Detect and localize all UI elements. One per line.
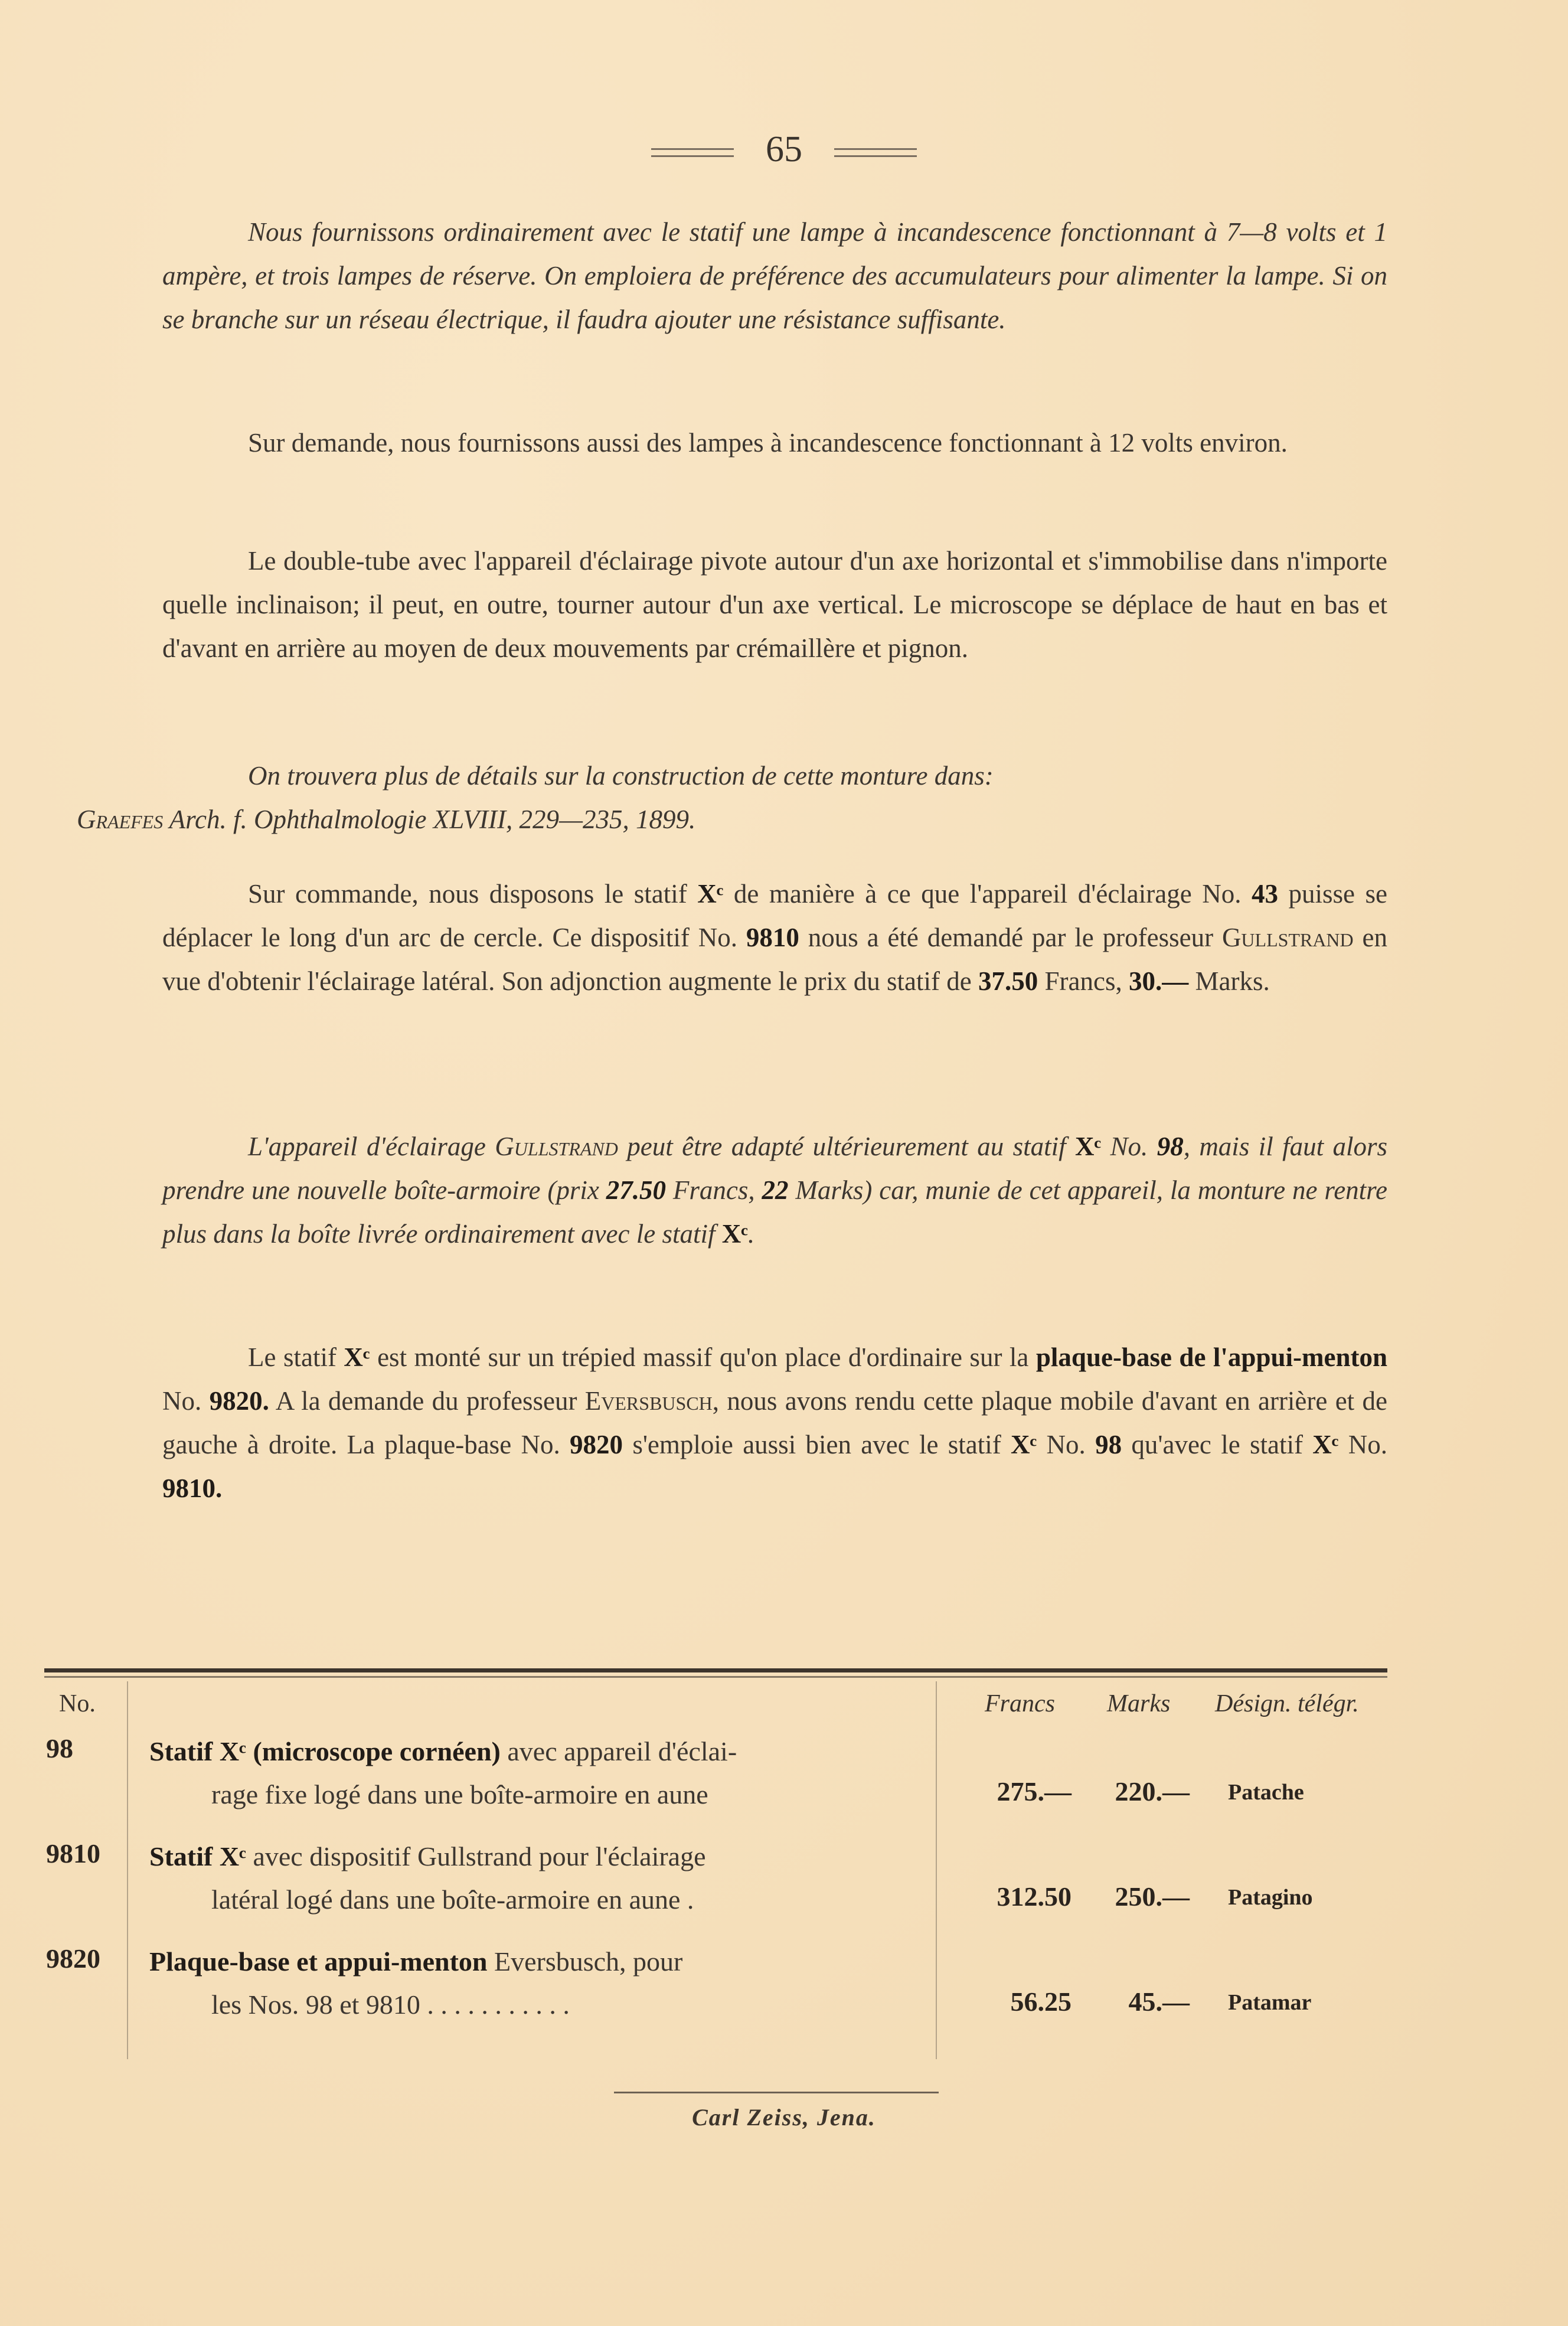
item-number: 43 (1251, 879, 1278, 909)
text: nous a été demandé par le professeur (799, 923, 1222, 952)
telegram-code: Patache (1228, 1780, 1304, 1805)
header-francs: Francs (985, 1690, 1055, 1717)
telegram-code: Patagino (1228, 1885, 1313, 1910)
header-telegram: Désign. télégr. (1215, 1690, 1359, 1717)
price-marks: 45.— (1128, 1987, 1190, 2017)
reference-citation: Arch. f. Ophthalmologie XLVIII, 229—235, 1899. (163, 805, 696, 834)
row-number: 9820 (46, 1943, 100, 1974)
model-xc: Xᶜ (1011, 1430, 1037, 1459)
price-francs: 37.50 (978, 966, 1038, 996)
paragraph-text (162, 1125, 1387, 1256)
price-francs: 27.50 (606, 1175, 666, 1205)
row-desc-line1: avec dispositif Gullstrand pour l'éclairage (246, 1841, 706, 1871)
text: No. (1101, 1132, 1157, 1161)
text: L'appareil d'éclairage (248, 1132, 495, 1161)
text: No. (1338, 1430, 1387, 1459)
paragraph-double-tube (162, 539, 1387, 670)
paragraph-text (77, 754, 1387, 841)
table-column-divider (936, 1681, 937, 2059)
text: s'emploie aussi bien avec le statif (623, 1430, 1011, 1459)
paragraph-text: Sur demande, nous fournissons aussi des lampes à incandescence fonctionnant à 12 volts environ. (248, 428, 1288, 458)
paragraph-12-volt-lamps (162, 421, 1387, 465)
text: No. (1037, 1430, 1096, 1459)
text: est monté sur un trépied massif qu'on place d'ordinaire sur la (370, 1342, 1036, 1372)
text: , mais il faut alors prendre une nouvelle boîte-armoire (prix (162, 1132, 1387, 1205)
price-marks: 250.— (1115, 1881, 1190, 1912)
item-number: 9820 (570, 1430, 623, 1459)
text: peut être adapté ultérieurement au statif (618, 1132, 1075, 1161)
row-number: 98 (46, 1733, 73, 1763)
name-gullstrand: Gullstrand (495, 1132, 618, 1161)
text: Marks) car, munie de cet appareil, la monture ne rentre plus dans la boîte livrée ordinairement avec le statif (162, 1175, 1387, 1249)
paragraph-text: Nous fournissons ordinairement avec le statif une lampe à incandescence fonctionnant à 7—8 volts et 1 ampère, et trois lampes de réserve. On emploiera de préférence des accumulateurs pour alimenter la lampe. Si on se branche sur un réseau électrique, il faudra ajouter une résistance suffisante. (162, 217, 1387, 334)
model-xc: Xᶜ (1312, 1430, 1339, 1459)
item-number: 98 (1095, 1430, 1122, 1459)
text: Francs, (1038, 966, 1129, 996)
text: qu'avec le statif (1122, 1430, 1313, 1459)
text: en vue d'obtenir l'éclairage latéral. Son adjonction augmente le prix du statif de (162, 923, 1387, 996)
page-number: 65 (766, 129, 802, 169)
model-xc: Xᶜ (697, 879, 724, 909)
text: . (747, 1219, 755, 1249)
row-number: 9810 (46, 1838, 100, 1868)
item-number: 9810 (746, 923, 799, 952)
paragraph-retrofit (162, 1125, 1387, 1256)
row-desc-line1: avec appareil d'éclai- (500, 1736, 737, 1766)
name-eversbusch: Eversbusch (584, 1386, 713, 1416)
row-desc-line2: latéral logé dans une boîte-armoire en aune . (211, 1884, 694, 1915)
price-marks: 22 (762, 1175, 789, 1205)
row-description (149, 1835, 929, 1921)
model-xc: Xᶜ (721, 1219, 748, 1249)
row-description (149, 1940, 929, 2026)
row-desc-line2: les Nos. 98 et 9810 . . . . . . . . . . . (211, 1989, 570, 2020)
footer-rule (614, 2092, 939, 2093)
price-francs: 275.— (997, 1776, 1072, 1806)
name-gullstrand: Gullstrand (1221, 923, 1354, 952)
row-desc-line2: rage fixe logé dans une boîte-armoire en aune (211, 1779, 708, 1809)
item-number: 9810. (162, 1474, 223, 1503)
telegram-code: Patamar (1228, 1990, 1312, 2015)
item-number: 9820. (209, 1386, 269, 1416)
price-francs: 312.50 (997, 1881, 1072, 1912)
table-column-divider (127, 1681, 128, 2059)
text: No. (162, 1386, 210, 1416)
text: , nous avons rendu cette plaque mobile d'avant en arrière et de gauche à droite. La plaque-base No. (162, 1386, 1387, 1459)
paragraph-reference (77, 754, 1387, 841)
paragraph-base-plate (162, 1335, 1387, 1510)
product-name: plaque-base de l'appui-menton (1035, 1342, 1387, 1372)
row-title: Plaque-base et appui-menton (149, 1946, 488, 1977)
publisher-signature: Carl Zeiss, Jena. (692, 2104, 876, 2131)
paragraph-text (162, 872, 1387, 1003)
row-title: Statif Xᶜ (microscope cornéen) (149, 1736, 501, 1766)
price-francs: 56.25 (1010, 1987, 1072, 2017)
text: Sur commande, nous disposons le statif (248, 879, 698, 909)
reference-author: Graefes (77, 805, 164, 834)
text: Francs, (665, 1175, 762, 1205)
row-title: Statif Xᶜ (149, 1841, 246, 1871)
paragraph-lamp-supply (162, 210, 1387, 341)
paragraph-text: Le double-tube avec l'appareil d'éclairage pivote autour d'un axe horizontal et s'immobilise dans n'importe quelle inclinaison; il peut, en outre, tourner autour d'un axe vertical. Le microscope se déplace de haut en bas et d'avant en arrière au moyen de deux mouvements par crémaillère et pignon. (162, 546, 1387, 663)
text: de manière à ce que l'appareil d'éclairage No. (723, 879, 1252, 909)
text: A la demande du professeur (269, 1386, 585, 1416)
item-number: 98 (1157, 1132, 1184, 1161)
reference-intro: On trouvera plus de détails sur la construction de cette monture dans: (248, 761, 994, 790)
paragraph-gullstrand-device (162, 872, 1387, 1003)
header-marks: Marks (1107, 1690, 1171, 1717)
text: puisse se déplacer le long d'un arc de cercle. Ce dispositif No. (162, 879, 1387, 952)
model-xc: Xᶜ (344, 1342, 370, 1372)
double-rule-left (651, 148, 734, 157)
text: Le statif (248, 1342, 344, 1372)
paragraph-text (162, 1335, 1387, 1510)
page-number-header (0, 129, 1568, 171)
row-desc-line1: Eversbusch, pour (487, 1946, 683, 1977)
double-rule-right (834, 148, 917, 157)
header-no: No. (59, 1690, 96, 1717)
price-marks: 220.— (1115, 1776, 1190, 1806)
model-xc: Xᶜ (1075, 1132, 1102, 1161)
text: Marks. (1188, 966, 1270, 996)
price-marks: 30.— (1128, 966, 1189, 996)
row-description (149, 1730, 929, 1816)
table-top-rule (44, 1668, 1387, 1678)
